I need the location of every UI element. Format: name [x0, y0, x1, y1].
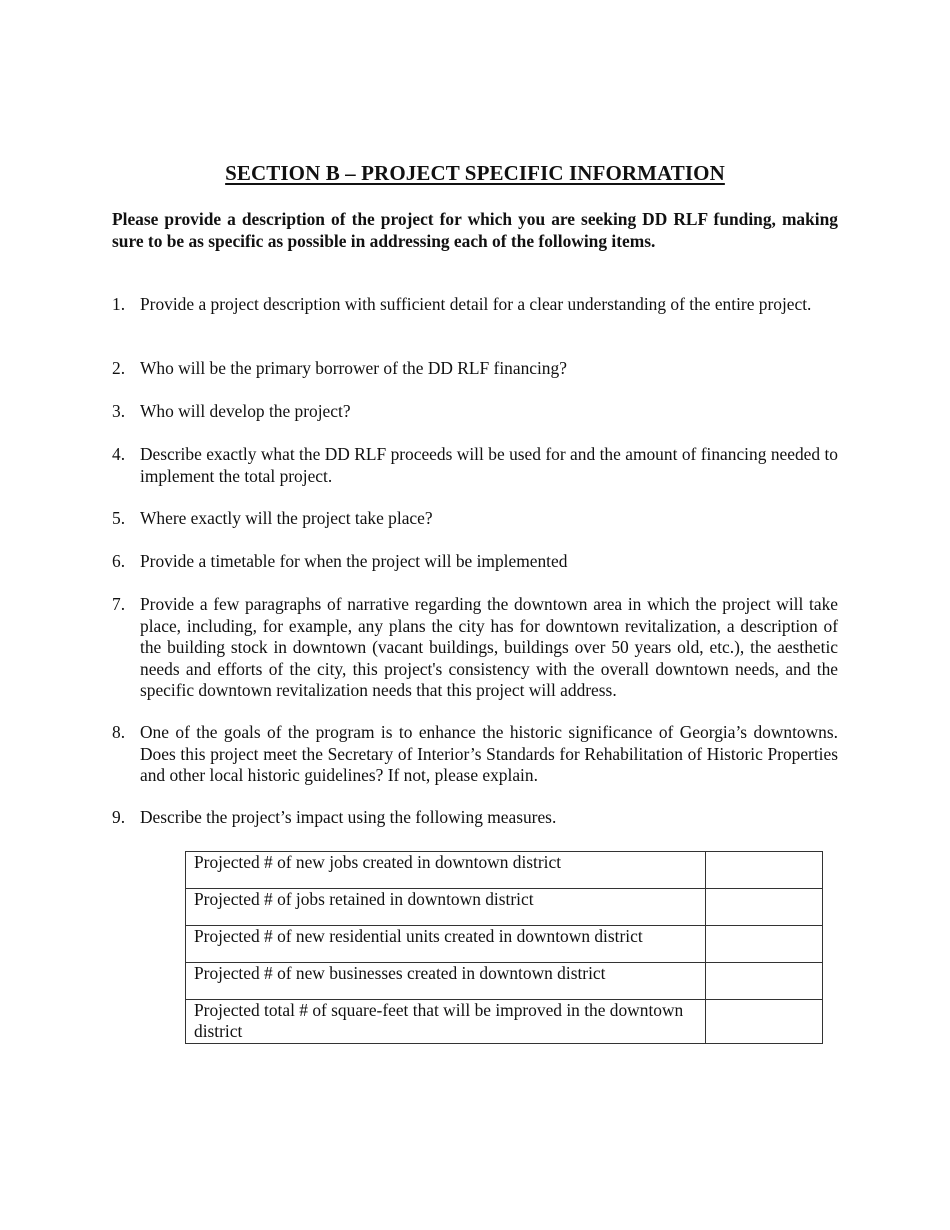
item-number: 5.: [112, 508, 126, 528]
list-item: [112, 594, 838, 702]
list-item: [112, 358, 838, 380]
item-text: One of the goals of the program is to enhance the historic significance of Georgia’s downtowns. Does this project meet the Secretary of Interior’s Standards for Rehabilitation of Historic Properties and other local historic guidelines? If not, please explain.: [140, 722, 838, 785]
item-text: Describe exactly what the DD RLF proceeds will be used for and the amount of financing needed to implement the total project.: [140, 444, 838, 486]
measure-value-cell[interactable]: [706, 852, 823, 889]
item-number: 1.: [112, 294, 126, 314]
measure-label: Projected # of new jobs created in downtown district: [186, 852, 706, 889]
measure-label: Projected # of jobs retained in downtown district: [186, 889, 706, 926]
list-item: [112, 807, 838, 829]
list-item: [112, 508, 838, 530]
item-text: Provide a project description with sufficient detail for a clear understanding of the entire project.: [140, 294, 812, 314]
item-text: Provide a timetable for when the project will be implemented: [140, 551, 568, 571]
table-row: [186, 1000, 823, 1044]
measure-value-cell[interactable]: [706, 889, 823, 926]
list-item: [112, 444, 838, 487]
impact-measures-table: [185, 851, 823, 1044]
item-text: Who will be the primary borrower of the DD RLF financing?: [140, 358, 567, 378]
item-number: 2.: [112, 358, 126, 378]
measure-label: Projected # of new residential units created in downtown district: [186, 926, 706, 963]
list-item: [112, 294, 838, 316]
item-text: Describe the project’s impact using the following measures.: [140, 807, 557, 827]
intro-paragraph: Please provide a description of the project for which you are seeking DD RLF funding, making sure to be as specific as possible in addressing each of the following items.: [112, 209, 838, 251]
item-number: 8.: [112, 722, 126, 742]
list-item: [112, 551, 838, 573]
item-number: 9.: [112, 807, 126, 827]
table-row: [186, 963, 823, 1000]
item-text: Provide a few paragraphs of narrative regarding the downtown area in which the project will take place, including, for example, any plans the city has for downtown revitalization, a description of the building stock in downtown (vacant buildings, buildings over 50 years old, etc.), the aesthetic needs and efforts of the city, this project's consistency with the overall downtown needs, and the specific downtown revitalization needs that this project will address.: [140, 594, 838, 700]
item-number: 7.: [112, 594, 126, 614]
table-row: [186, 926, 823, 963]
table-row: [186, 852, 823, 889]
section-title: SECTION B – PROJECT SPECIFIC INFORMATION: [225, 161, 725, 185]
measure-value-cell[interactable]: [706, 963, 823, 1000]
measure-value-cell[interactable]: [706, 1000, 823, 1044]
measure-label: Projected total # of square-feet that will be improved in the downtown district: [186, 1000, 706, 1044]
item-number: 6.: [112, 551, 126, 571]
list-item: [112, 401, 838, 423]
measure-label: Projected # of new businesses created in downtown district: [186, 963, 706, 1000]
table-row: [186, 889, 823, 926]
item-text: Who will develop the project?: [140, 401, 351, 421]
item-text: Where exactly will the project take place?: [140, 508, 433, 528]
item-number: 4.: [112, 444, 126, 464]
measure-value-cell[interactable]: [706, 926, 823, 963]
item-number: 3.: [112, 401, 126, 421]
list-item: [112, 722, 838, 787]
